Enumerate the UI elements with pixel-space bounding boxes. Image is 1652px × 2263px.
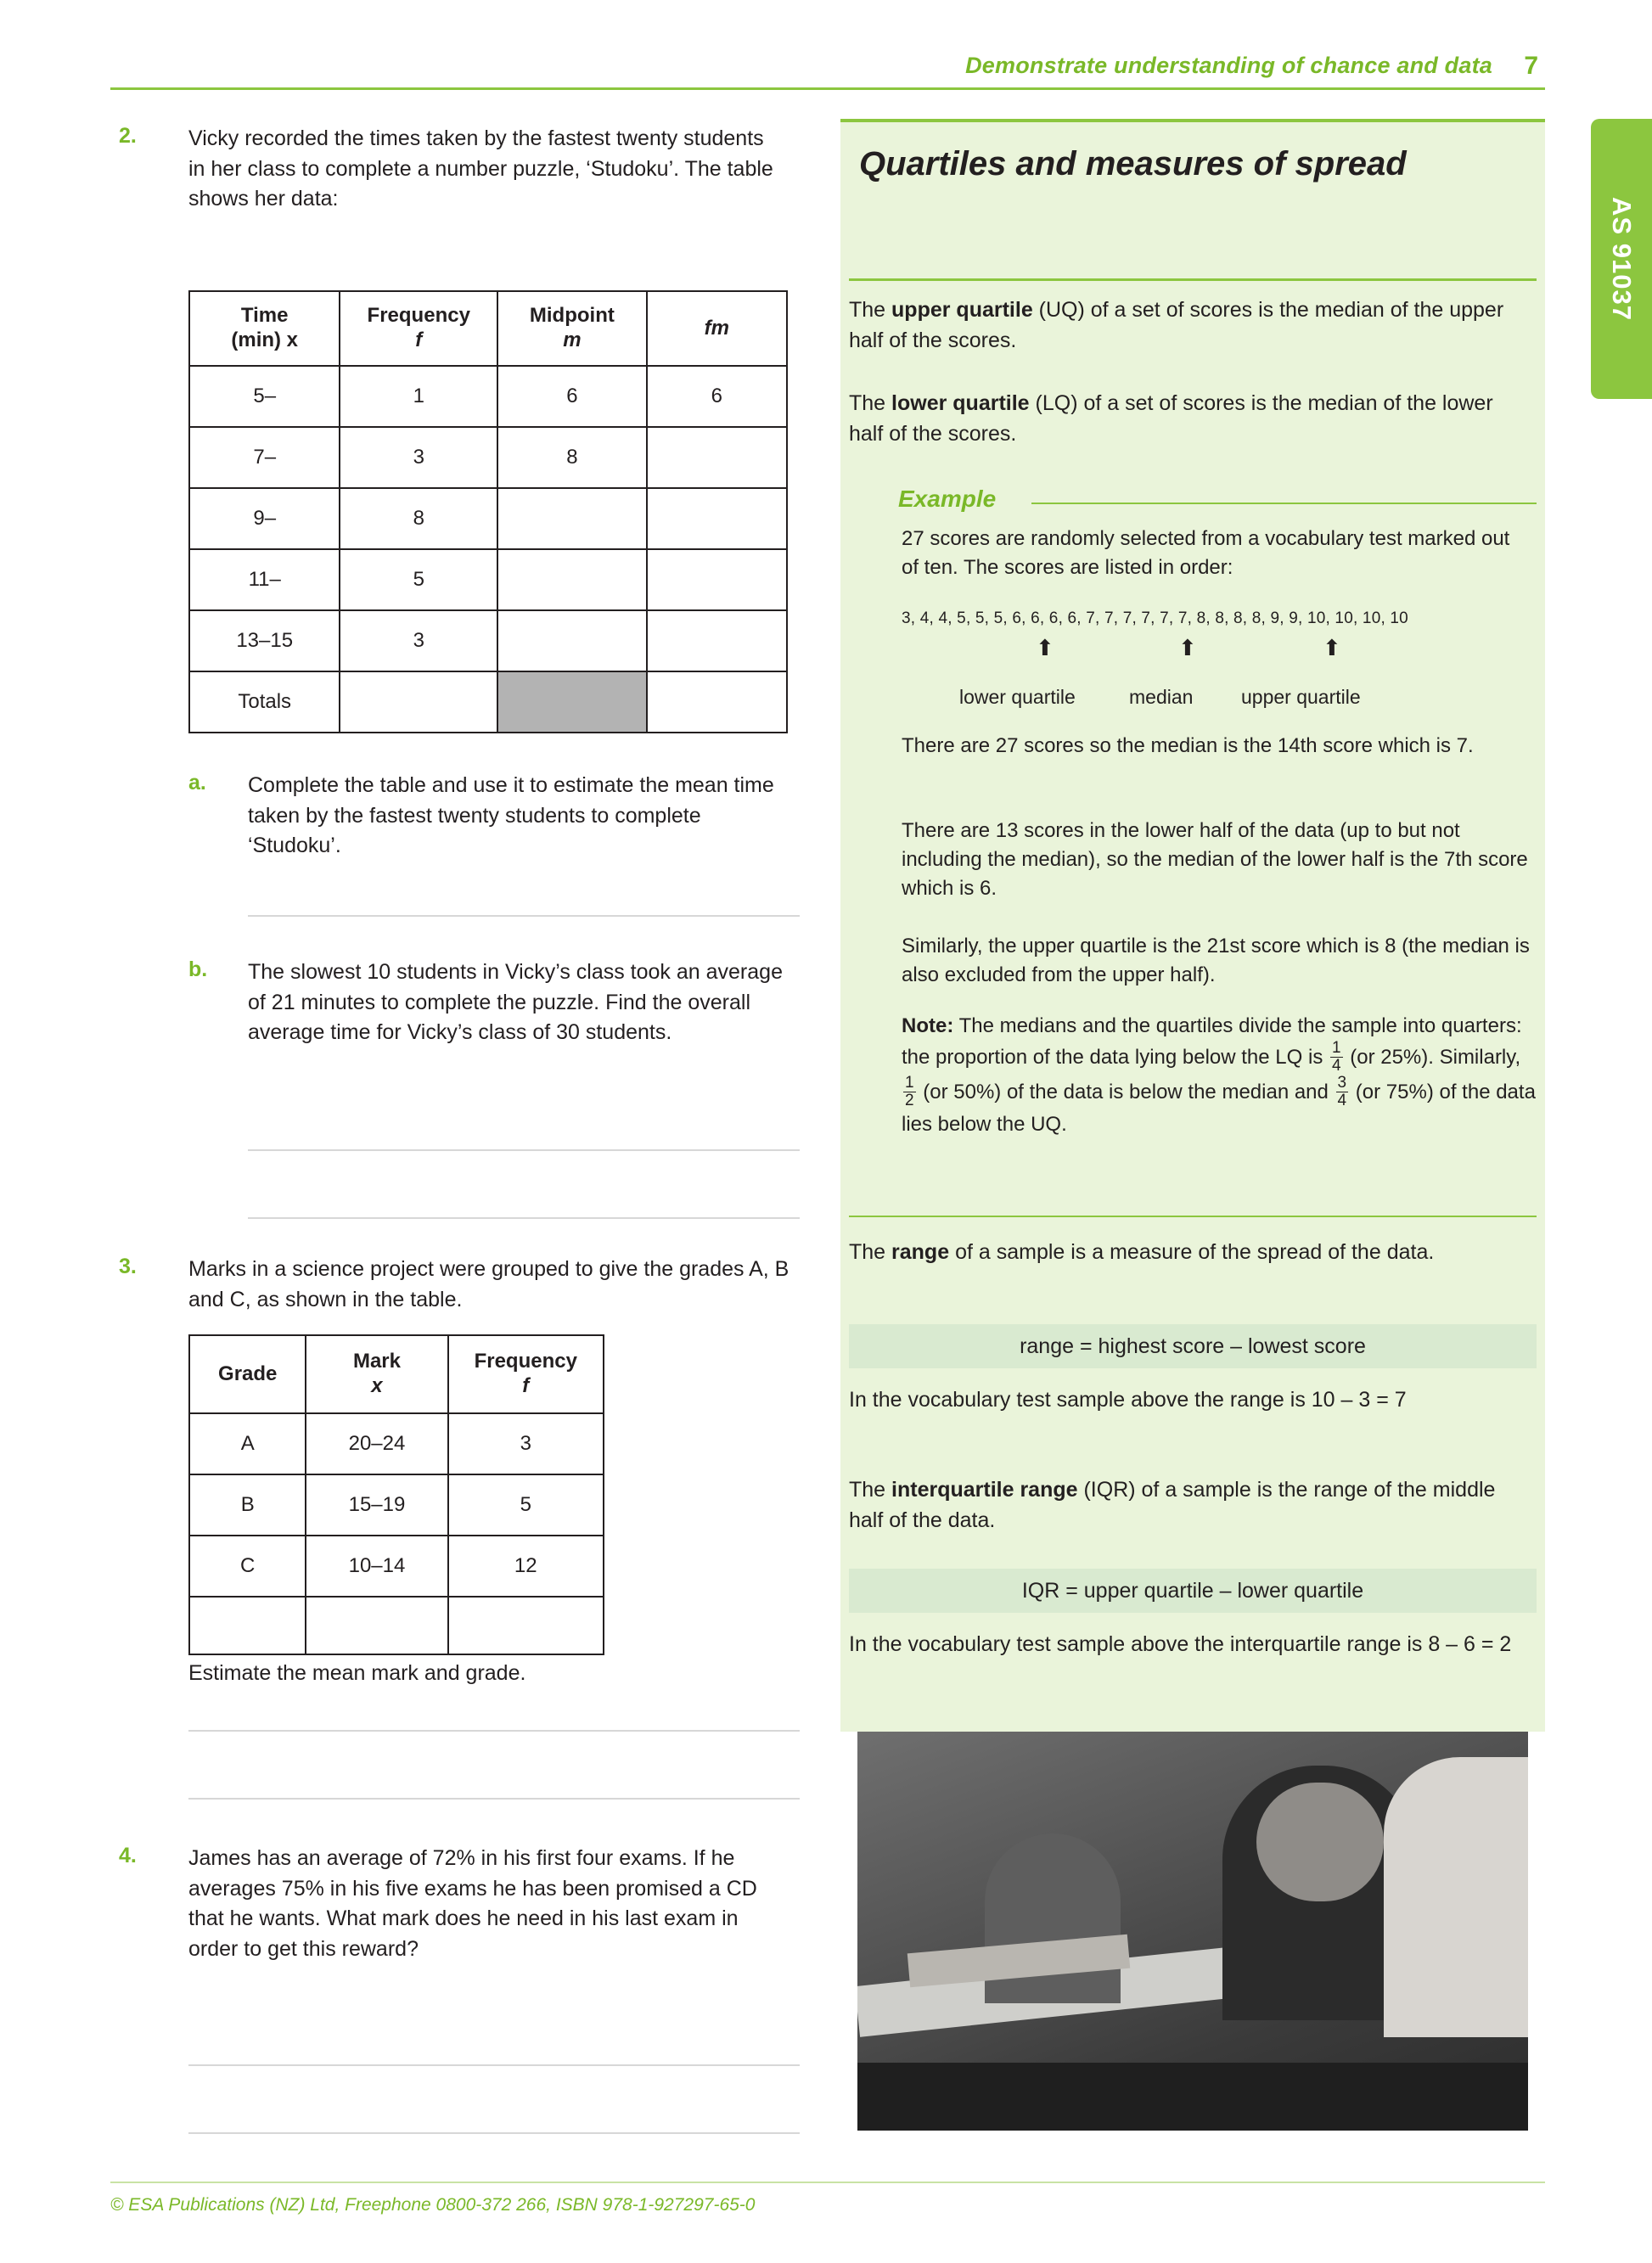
panel-title: Quartiles and measures of spread: [859, 145, 1407, 182]
answer-line[interactable]: [188, 1730, 800, 1732]
cell-fm[interactable]: 6: [647, 366, 787, 427]
lower-quartile-arrow-icon: ⬆: [1036, 635, 1054, 660]
answer-line[interactable]: [188, 1798, 800, 1800]
answer-line[interactable]: [188, 2132, 800, 2134]
example-paragraph-2: There are 13 scores in the lower half of the data (up to but not including the median), so the median of the lower half is the 7th score which is 6.: [902, 819, 1528, 901]
range-definition: The range of a sample is a measure of the spread of the data.: [849, 1240, 1435, 1264]
iqr-formula-bar: [849, 1569, 1537, 1613]
cell-midpoint: 6: [497, 366, 647, 427]
cell-frequency: 3: [448, 1413, 604, 1474]
cell-mark: 15–19: [306, 1474, 447, 1536]
example-divider: [1031, 503, 1537, 504]
example-note: [902, 1012, 1538, 1139]
cell-midpoint[interactable]: [497, 488, 647, 549]
question-3-prompt: Estimate the mean mark and grade.: [188, 1661, 526, 1685]
lq-term: lower quartile: [891, 391, 1030, 415]
panel-divider: [849, 278, 1537, 281]
cell-frequency: 5: [340, 549, 497, 610]
answer-line[interactable]: [248, 1149, 800, 1151]
cell-time: 7–: [189, 427, 340, 488]
header-frequency: Frequency f: [448, 1335, 604, 1413]
range-example: In the vocabulary test sample above the range is 10 – 3 = 7: [849, 1388, 1407, 1412]
header-time: Time (min) x: [189, 291, 340, 366]
lower-quartile-definition: The lower quartile (LQ) of a set of scores is the median of the lower half of the scores.: [849, 391, 1493, 446]
cell-frequency: 12: [448, 1536, 604, 1597]
header-mark: Mark x: [306, 1335, 447, 1413]
cell-grade: A: [189, 1413, 306, 1474]
iqr-example: In the vocabulary test sample above the interquartile range is 8 – 6 = 2: [849, 1632, 1512, 1656]
answer-line[interactable]: [248, 1217, 800, 1219]
cell-fm[interactable]: [647, 427, 787, 488]
page-header: [110, 44, 1545, 90]
cell-midpoint[interactable]: [497, 549, 647, 610]
question-3-number: 3.: [119, 1255, 137, 1278]
cell-fm[interactable]: [647, 488, 787, 549]
question-4-text: James has an average of 72% in his first four exams. If he averages 75% in his five exams he has been promised a CD that he wants. What mark does he need in his last exam in order to get this reward?: [188, 1846, 757, 1961]
example-heading: Example: [898, 486, 997, 512]
cell-fm[interactable]: [647, 549, 787, 610]
cell-midpoint: 8: [497, 427, 647, 488]
studoku-frequency-table: [188, 290, 788, 733]
table-header-row: [189, 291, 787, 366]
iqr-definition: The interquartile range (IQR) of a sample is the range of the middle half of the data.: [849, 1478, 1496, 1532]
fraction-one-half: $\frac{1}{2}$: [905, 1073, 914, 1109]
cell-frequency: 3: [340, 610, 497, 671]
cell-totals-label: Totals: [189, 671, 340, 733]
cell-mark: 10–14: [306, 1536, 447, 1597]
question-2b-label: b.: [188, 957, 208, 981]
cell-frequency: 1: [340, 366, 497, 427]
example-paragraph-1: There are 27 scores so the median is the 14th score which is 7.: [902, 734, 1474, 757]
table-row: [189, 610, 787, 671]
question-3-text: Marks in a science project were grouped to give the grades A, B and C, as shown in the table.: [188, 1257, 789, 1311]
fraction-one-quarter: $\frac{1}{4}$: [1331, 1039, 1341, 1075]
cell-mark[interactable]: [306, 1597, 447, 1654]
upper-quartile-marker-label: upper quartile: [1241, 686, 1361, 708]
table-row: [189, 549, 787, 610]
median-marker-label: median: [1129, 686, 1194, 708]
page-number: 7: [1524, 52, 1538, 80]
cell-grade[interactable]: [189, 1597, 306, 1654]
header-grade: Grade: [189, 1335, 306, 1413]
header-fm: fm: [647, 291, 787, 366]
cell-midpoint[interactable]: [497, 610, 647, 671]
table-row: [189, 1413, 604, 1474]
question-2a-text: Complete the table and use it to estimate the mean time taken by the fastest twenty students to complete ‘Studoku’.: [248, 773, 774, 857]
example-scores: 3, 4, 4, 5, 5, 5, 6, 6, 6, 6, 7, 7, 7, 7, 7, 7, 8, 8, 8, 8, 9, 9, 10, 10, 10, 10: [902, 609, 1408, 627]
header-midpoint: Midpoint m: [497, 291, 647, 366]
cell-time: 9–: [189, 488, 340, 549]
cell-frequency[interactable]: [448, 1597, 604, 1654]
fraction-three-quarters: $\frac{3}{4}$: [1337, 1073, 1347, 1109]
cell-mark: 20–24: [306, 1413, 447, 1474]
cell-grade: C: [189, 1536, 306, 1597]
standard-code-label: AS 91037: [1607, 197, 1637, 321]
table-row: [189, 427, 787, 488]
table-row: [189, 1474, 604, 1536]
answer-line[interactable]: [188, 2064, 800, 2066]
panel-divider: [849, 1216, 1537, 1217]
standard-code-tab: [1591, 119, 1652, 399]
table-row: [189, 366, 787, 427]
footer-divider: [110, 2182, 1545, 2183]
table-row-blank: [189, 1597, 604, 1654]
example-intro: 27 scores are randomly selected from a vocabulary test marked out of ten. The scores are listed in order:: [902, 527, 1510, 580]
uq-term: upper quartile: [891, 298, 1033, 322]
table-row-totals: [189, 671, 787, 733]
table-row: [189, 488, 787, 549]
cell-time: 11–: [189, 549, 340, 610]
question-4-number: 4.: [119, 1844, 137, 1867]
range-term: range: [891, 1240, 950, 1264]
table-row: [189, 1536, 604, 1597]
lower-quartile-marker-label: lower quartile: [959, 686, 1076, 708]
note-text-3: (or 50%) of the data is below the median and: [923, 1080, 1329, 1103]
iqr-term: interquartile range: [891, 1478, 1078, 1502]
table-header-row: [189, 1335, 604, 1413]
note-text-2: (or 25%). Similarly,: [1350, 1045, 1521, 1069]
cell-grade: B: [189, 1474, 306, 1536]
note-text-1: The medians and the quartiles divide the sample into quarters: the proportion of the data lying below the LQ is: [902, 1014, 1522, 1069]
cell-frequency: 5: [448, 1474, 604, 1536]
range-formula-bar: [849, 1324, 1537, 1368]
question-2-text: Vicky recorded the times taken by the fastest twenty students in her class to complete a number puzzle, ‘Studoku’. The table shows her data:: [188, 126, 773, 211]
note-label: Note:: [902, 1014, 954, 1037]
cell-frequency: 8: [340, 488, 497, 549]
grades-table: [188, 1334, 604, 1655]
cell-frequency: 3: [340, 427, 497, 488]
median-arrow-icon: ⬆: [1178, 635, 1197, 660]
classroom-photo: [857, 1732, 1528, 2131]
cell-fm[interactable]: [647, 610, 787, 671]
cell-totals-fm[interactable]: [647, 671, 787, 733]
header-title: Demonstrate understanding of chance and data: [965, 53, 1492, 78]
iqr-formula: IQR = upper quartile – lower quartile: [1021, 1578, 1364, 1603]
question-2b-text: The slowest 10 students in Vicky’s class took an average of 21 minutes to complete the puzzle. Find the overall average time for Vicky’s class of 30 students.: [248, 960, 783, 1044]
cell-time: 13–15: [189, 610, 340, 671]
question-2-number: 2.: [119, 124, 137, 148]
note-text-4: (or 75%) of the data lies below the UQ.: [902, 1080, 1536, 1136]
cell-totals-frequency[interactable]: [340, 671, 497, 733]
answer-line[interactable]: [248, 915, 800, 917]
cell-totals-midpoint-blocked: [497, 671, 647, 733]
range-formula: range = highest score – lowest score: [1020, 1334, 1366, 1358]
footer-copyright: © ESA Publications (NZ) Ltd, Freephone 0800-372 266, ISBN 978-1-927297-65-0: [110, 2195, 756, 2215]
upper-quartile-arrow-icon: ⬆: [1323, 635, 1341, 660]
question-2a-label: a.: [188, 771, 206, 795]
upper-quartile-definition: The upper quartile (UQ) of a set of scores is the median of the upper half of the scores.: [849, 298, 1504, 352]
cell-time: 5–: [189, 366, 340, 427]
example-paragraph-3: Similarly, the upper quartile is the 21st score which is 8 (the median is also excluded from the upper half).: [902, 935, 1530, 987]
header-frequency: Frequency f: [340, 291, 497, 366]
